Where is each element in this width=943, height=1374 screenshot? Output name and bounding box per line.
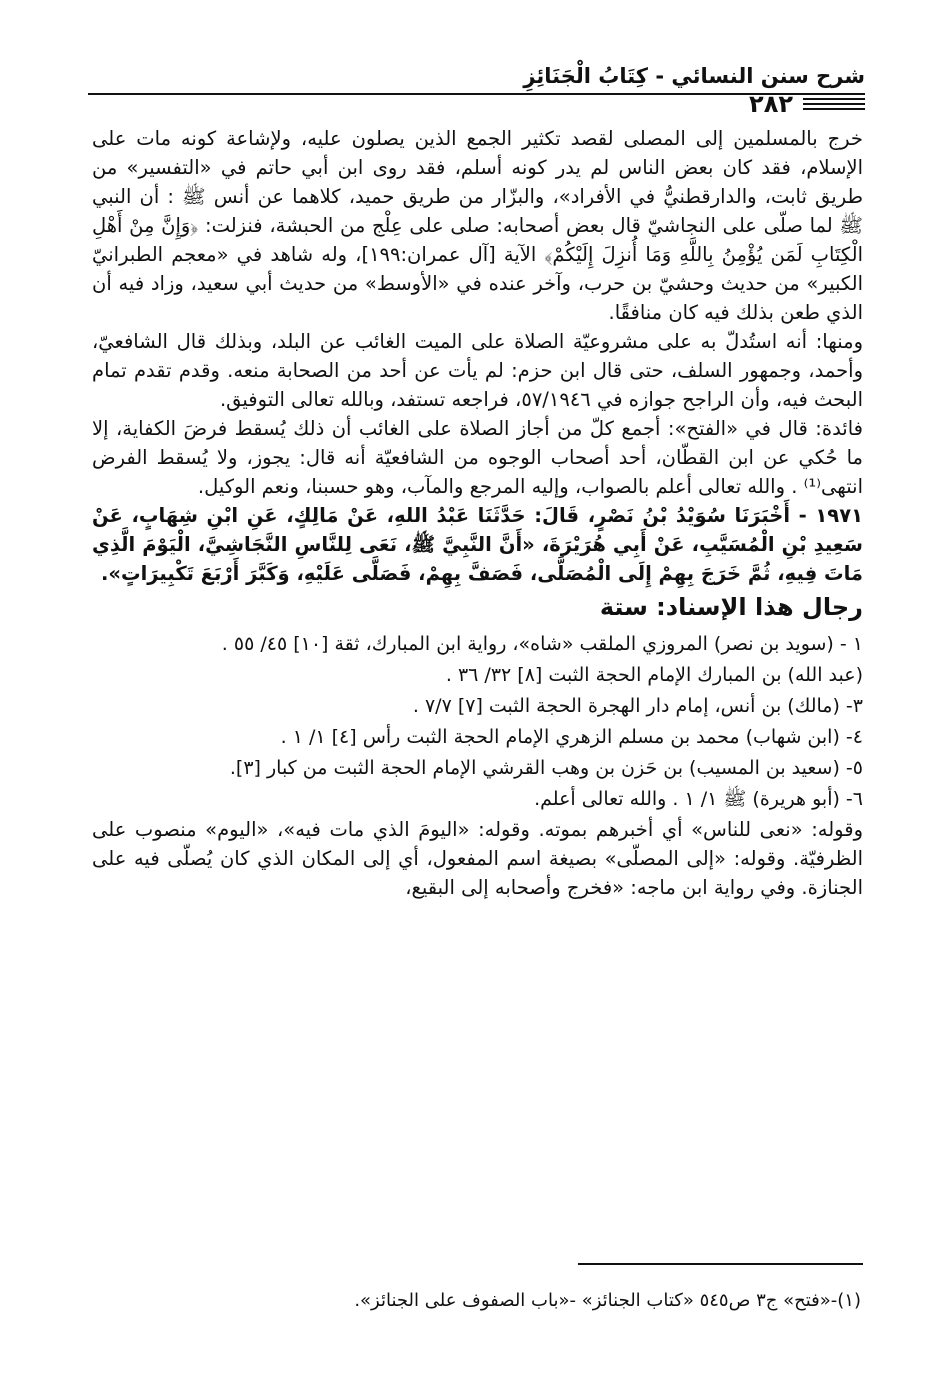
page-number-block xyxy=(749,92,865,116)
page-number: ٢٨٢ xyxy=(749,90,793,118)
paragraph-one: خرج بالمسلمين إلى المصلى لقصد تكثير الجمع الذين يصلون عليه، ولإشاعة كونه مات على الإسلام، فقد كان بعض الناس لم يدر كونه أسلم، فقد روى ابن أبي حاتم في «التفسير» من طريق ثابت، والدارقطنيُّ في الأفراد»، والبزّار من طريق حميد، كلاهما عن أنس ﷺ : أن النبي ﷺ لما صلّى على النجاشيّ قال بعض أصحابه: صلى على عِلْج من الحبشة، فنزلت: ﴿وَإِنَّ مِنْ أَهْلِ الْكِتَابِ لَمَن يُؤْمِنُ بِاللَّهِ وَمَا أُنزِلَ إِلَيْكُمْ﴾ الآية [آل عمران:١٩٩]، وله شاهد في «معجم الطبرانيّ الكبير» من حديث وحشيّ بن حرب، وآخر عنده في «الأوسط» من حديث أبي سعيد، وزاد فيه أن الذي طعن بذلك فيه كان منافقًا. xyxy=(92,127,863,324)
running-header xyxy=(88,58,865,88)
paragraph-three: فائدة: قال في «الفتح»: أجمع كلّ من أجاز الصلاة على الغائب أن ذلك يُسقط فرضَ الكفاية، إلا ما حُكي عن ابن القطّان، أحد أصحاب الوجوه من الشافعيّة أنه قال: يجوز، ولا يُسقط الفرض انتهى⁽¹⁾ . والله تعالى أعلم بالصواب، وإليه المرجع والمآب، وهو حسبنا، ونعم الوكيل. xyxy=(92,417,863,498)
narrator-line-6: ٦- (أبو هريرة) ﷺ ١/ ١ . والله تعالى أعلم. xyxy=(534,788,863,810)
main-text xyxy=(92,124,863,902)
paragraph-two: ومنها: أنه استُدلّ به على مشروعيّة الصلاة على الميت الغائب عن البلد، وبذلك قال الشافعيّ، وأحمد، وجمهور السلف، حتى قال ابن حزم: لم يأت عن أحد من الصحابة منعه. وقدم تقدم تمام البحث فيه، وأن الراجح جوازه في ٥٧/١٩٤٦، فراجعه تستفد، وبالله تعالى التوفيق. xyxy=(92,330,863,411)
narrator-line-3: ٣- (مالك) بن أنس، إمام دار الهجرة الحجة الثبت [٧] ٧/٧ . xyxy=(412,695,863,717)
narrator-line-1: ١ - (سويد بن نصر) المروزي الملقب «شاه»، رواية ابن المبارك، ثقة [١٠] ٤٥/ ٥٥ . xyxy=(221,633,863,655)
section-title: رجال هذا الإسناد: ستة xyxy=(599,593,863,621)
page-title: شرح سنن النسائي - كِتَابُ الْجَنَائِزِ xyxy=(523,64,865,88)
narrator-line-2: (عبد الله) بن المبارك الإمام الحجة الثبت [٨] ٣٢/ ٣٦ . xyxy=(445,664,863,686)
closing-paragraph: وقوله: «نعى للناس» أي أخبرهم بموته. وقوله: «اليومَ الذي مات فيه»، «اليوم» منصوب على الظرفيّة. وقوله: «إلى المصلّى» بصيغة اسم المفعول، أي إلى المكان الذي كان يُصلّى فيه على الجنازة. وفي رواية ابن ماجه: «فخرج وأصحابه إلى البقيع، xyxy=(92,818,863,899)
page-number-ornament xyxy=(803,95,865,113)
hadith-text: ١٩٧١ - أَخْبَرَنَا سُوَيْدُ بْنُ نَصْرٍ، قَالَ: حَدَّثَنَا عَبْدُ اللهِ، عَنْ مَالِكٍ، عَنِ ابْنِ شِهَابٍ، عَنْ سَعِيدِ بْنِ الْمُسَيَّبِ، عَنْ أَبِي هُرَيْرَةَ، «أَنَّ النَّبِيَّ ﷺ، نَعَى لِلنَّاسِ النَّجَاشِيَّ، الْيَوْمَ الَّذِي مَاتَ فِيهِ، ثُمَّ خَرَجَ بِهِمْ إِلَى الْمُصَلَّى، فَصَفَّ بِهِمْ، فَصَلَّى عَلَيْهِ، وَكَبَّرَ أَرْبَعَ تَكْبِيرَاتٍ». xyxy=(92,504,863,585)
narrator-line-5: ٥- (سعيد بن المسيب) بن حَزن بن وهب القرشي الإمام الحجة الثبت من كبار [٣]. xyxy=(229,757,863,779)
narrator-line-4: ٤- (ابن شهاب) محمد بن مسلم الزهري الإمام الحجة الثبت رأس [٤] ١/ ١ . xyxy=(280,726,863,748)
footnote-divider xyxy=(578,1263,863,1265)
footnote: (١)-«فتح» ج٣ ص٥٤٥ «كتاب الجنائز» -«باب الصفوف على الجنائز». xyxy=(354,1290,861,1311)
